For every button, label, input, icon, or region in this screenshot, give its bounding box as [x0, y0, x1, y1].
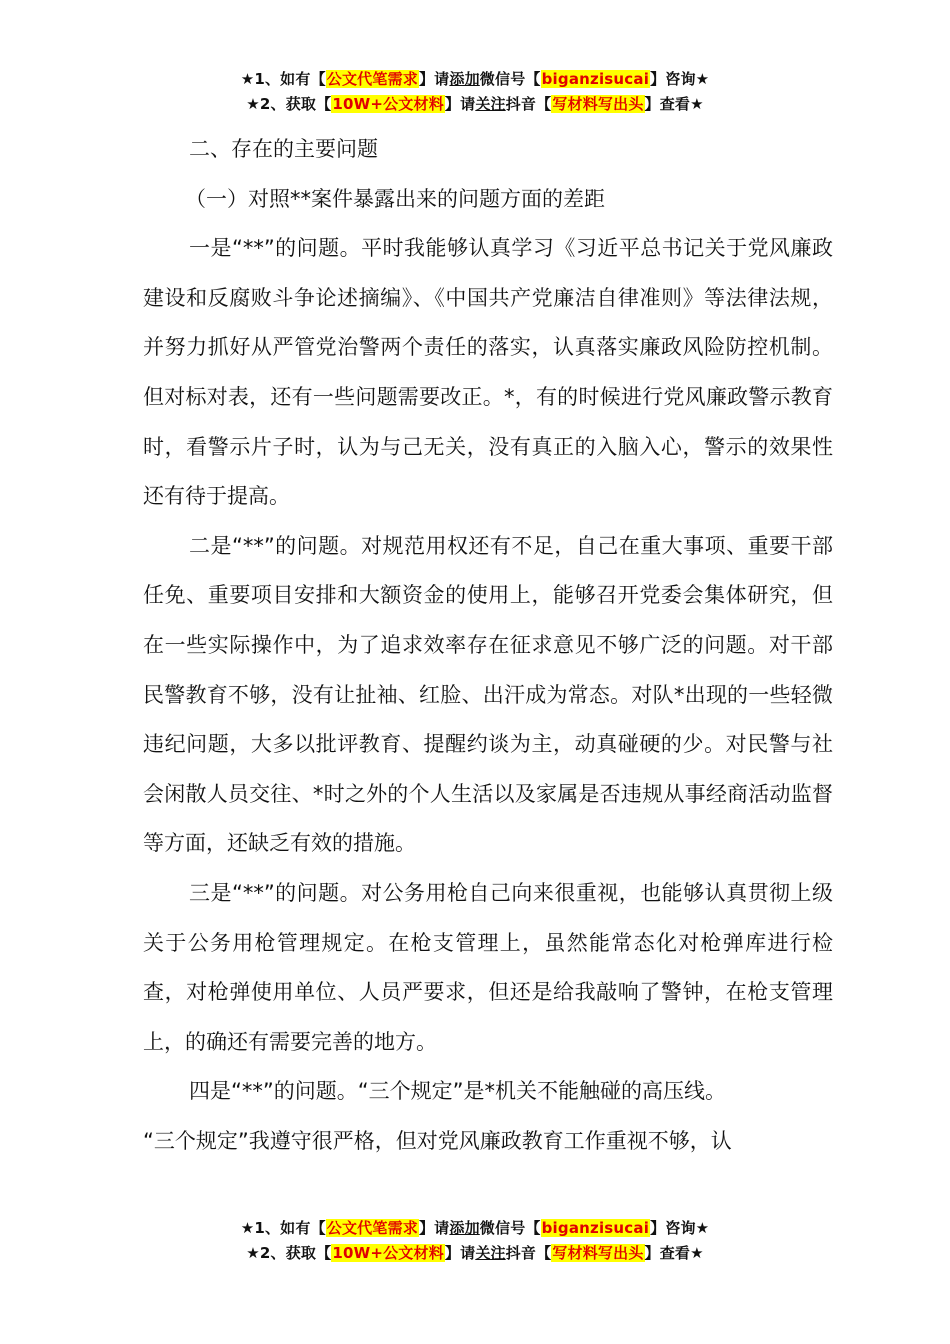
emphasis-text: 添加	[449, 70, 480, 88]
document-body	[143, 125, 833, 1166]
banner-text: 】咨询★	[650, 70, 710, 88]
wechat-id-label: biganzisucai	[541, 1219, 650, 1237]
banner-text: ★2、获取【	[246, 1244, 332, 1262]
paragraph-4: 四是“**”的问题。“三个规定”是*机关不能触碰的高压线。	[189, 1079, 727, 1104]
highlight-label: 公文代笔需求	[326, 70, 418, 88]
banner-line-1	[0, 67, 950, 92]
banner-text: 】查看★	[644, 95, 704, 113]
section-heading: 二、存在的主要问题	[189, 137, 378, 161]
wechat-id-label: biganzisucai	[541, 70, 650, 88]
paragraph-2: 二是“**”的问题。对规范用权还有不足，自己在重大事项、重要干部任免、重要项目安排和大额资金的使用上，能够召开党委会集体研究，但在一些实际操作中，为了追求效率存在征求意见不够广泛的问题。对干部民警教育不够，没有让扯袖、红脸、出汗成为常态。对队*出现的一些轻微违纪问题，大多以批评教育、提醒约谈为主，动真碰硬的少。对民警与社会闲散人员交往、*时之外的个人生活以及家属是否违规从事经商活动监督等方面，还缺乏有效的措施。	[143, 533, 833, 856]
douyin-account-label: 写材料写出头	[552, 95, 644, 113]
subsection-heading: （一）对照**案件暴露出来的问题方面的差距	[185, 186, 605, 211]
banner-text: ★1、如有【	[240, 70, 326, 88]
banner-line-2	[0, 1241, 950, 1266]
banner-text: 】请	[444, 1244, 476, 1262]
paragraph-3: 三是“**”的问题。对公务用枪自己向来很重视，也能够认真贯彻上级关于公务用枪管理规定。在枪支管理上，虽然能常态化对枪弹库进行检查，对枪弹使用单位、人员严要求，但还是给我敲响了警钟，在枪支管理上，的确还有需要完善的地方。	[143, 880, 833, 1054]
emphasis-text: 关注	[475, 1244, 506, 1262]
banner-text: 微信号【	[479, 1219, 541, 1237]
highlight-label: 10W+公文材料	[332, 1244, 444, 1262]
banner-text: ★1、如有【	[240, 1219, 326, 1237]
banner-text: 】请	[444, 95, 476, 113]
highlight-label: 10W+公文材料	[332, 95, 444, 113]
banner-text: ★2、获取【	[246, 95, 332, 113]
emphasis-text: 关注	[475, 95, 506, 113]
highlight-label: 公文代笔需求	[326, 1219, 418, 1237]
banner-text: 抖音【	[505, 95, 552, 113]
banner-line-2	[0, 92, 950, 117]
douyin-account-label: 写材料写出头	[552, 1244, 644, 1262]
paragraph-1: 一是“**”的问题。平时我能够认真学习《习近平总书记关于党风廉政建设和反腐败斗争论述摘编》、《中国共产党廉洁自律准则》等法律法规，并努力抓好从严管党治警两个责任的落实，认真落实廉政风险防控机制。但对标对表，还有一些问题需要改正。*，有的时候进行党风廉政警示教育时，看警示片子时，认为与己无关，没有真正的入脑入心，警示的效果性还有待于提高。	[143, 236, 833, 509]
banner-text: 】请	[418, 70, 450, 88]
banner-text: 】咨询★	[650, 1219, 710, 1237]
paragraph-4-continued: “三个规定”我遵守很严格，但对党风廉政教育工作重视不够，认	[143, 1128, 732, 1153]
banner-text: 】查看★	[644, 1244, 704, 1262]
emphasis-text: 添加	[449, 1219, 480, 1237]
top-banner	[0, 67, 950, 117]
bottom-banner	[0, 1216, 950, 1266]
banner-text: 微信号【	[479, 70, 541, 88]
banner-line-1	[0, 1216, 950, 1241]
banner-text: 抖音【	[505, 1244, 552, 1262]
banner-text: 】请	[418, 1219, 450, 1237]
